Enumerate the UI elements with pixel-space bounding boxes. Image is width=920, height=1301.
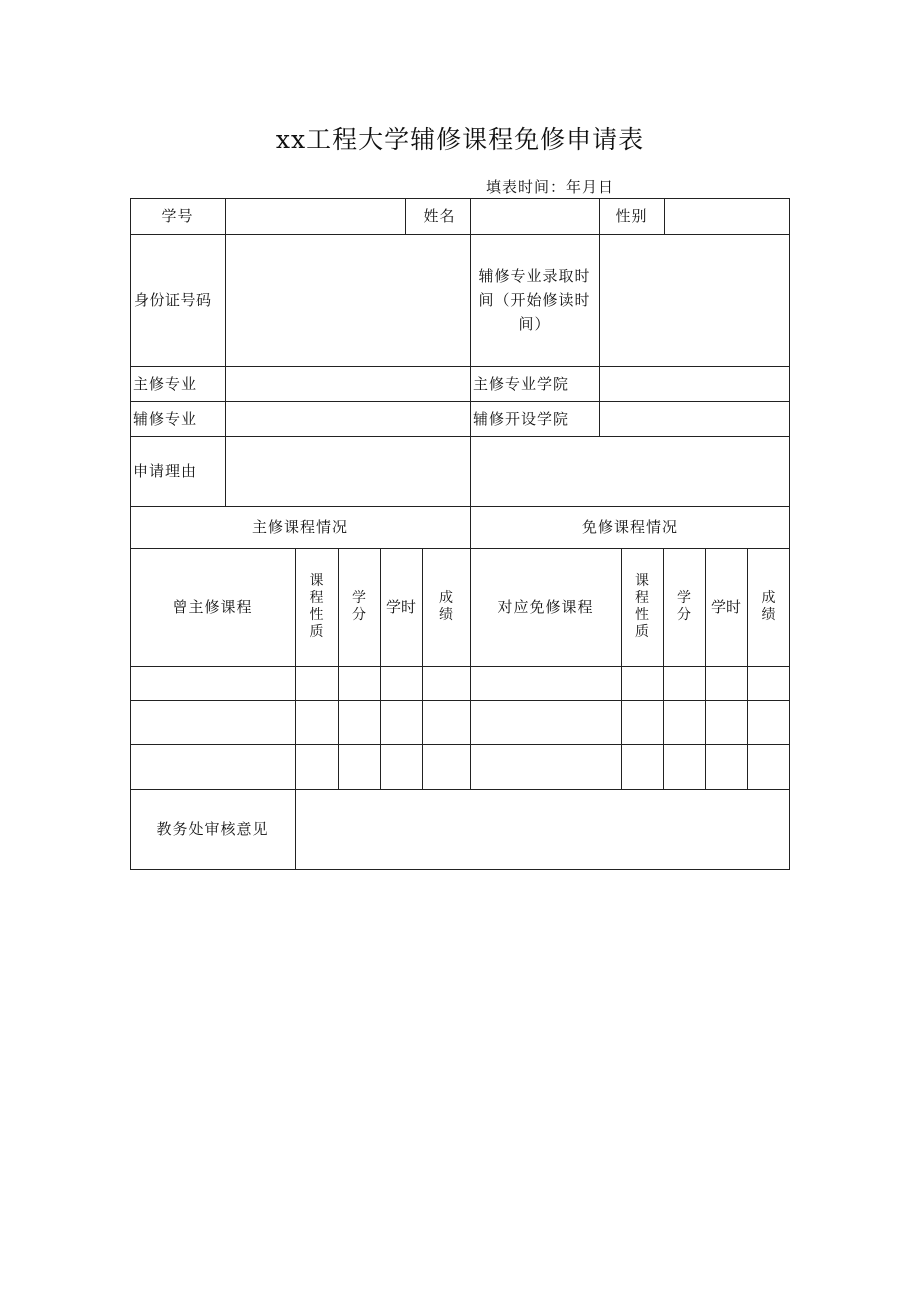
grade-cell[interactable] bbox=[423, 745, 470, 789]
review-label: 教务处审核意见 bbox=[156, 820, 269, 838]
credits-cell[interactable] bbox=[339, 745, 380, 789]
minor-admission-time-field[interactable] bbox=[600, 235, 789, 366]
major-courses-section-header: 主修课程情况 bbox=[251, 518, 348, 536]
exempt-hours-cell[interactable] bbox=[706, 667, 747, 700]
course-type-header: 课程性质 bbox=[309, 573, 324, 640]
exempt-grade-cell[interactable] bbox=[748, 701, 789, 744]
exempt-course-cell[interactable] bbox=[471, 667, 621, 700]
credits-cell[interactable] bbox=[339, 701, 380, 744]
hours-header: 学时 bbox=[385, 598, 416, 616]
name-label: 姓名 bbox=[423, 207, 456, 225]
exempt-type-cell[interactable] bbox=[622, 745, 663, 789]
minor-college-field[interactable] bbox=[600, 402, 789, 436]
exempt-hours-cell[interactable] bbox=[706, 701, 747, 744]
hours-cell[interactable] bbox=[381, 701, 422, 744]
exempt-credits-cell[interactable] bbox=[664, 745, 705, 789]
id-number-field[interactable] bbox=[226, 235, 470, 366]
prior-major-course-header: 曾主修课程 bbox=[172, 598, 253, 616]
minor-admission-time-label: 辅修专业录取时间（开始修读时间） bbox=[478, 267, 591, 333]
prior-course-cell[interactable] bbox=[131, 701, 295, 744]
application-form-table bbox=[130, 198, 790, 870]
page-title: xx工程大学辅修课程免修申请表 bbox=[275, 125, 645, 154]
exempt-grade-cell[interactable] bbox=[748, 745, 789, 789]
exempt-course-cell[interactable] bbox=[471, 701, 621, 744]
id-number-label: 身份证号码 bbox=[134, 291, 212, 309]
course-type-cell[interactable] bbox=[296, 701, 338, 744]
exempt-credits-header: 学分 bbox=[677, 590, 691, 623]
reason-label: 申请理由 bbox=[133, 462, 198, 480]
name-field[interactable] bbox=[471, 199, 599, 234]
exempt-hours-cell[interactable] bbox=[706, 745, 747, 789]
course-type-cell[interactable] bbox=[296, 745, 338, 789]
major-label: 主修专业 bbox=[133, 374, 198, 393]
student-id-field[interactable] bbox=[226, 199, 405, 234]
exempt-courses-section-header: 免修课程情况 bbox=[581, 518, 678, 536]
exempt-course-header: 对应免修课程 bbox=[497, 598, 594, 616]
exempt-credits-cell[interactable] bbox=[664, 701, 705, 744]
grade-cell[interactable] bbox=[423, 701, 470, 744]
minor-field[interactable] bbox=[226, 402, 470, 436]
grade-cell[interactable] bbox=[423, 667, 470, 700]
reason-field[interactable] bbox=[226, 437, 789, 506]
gender-field[interactable] bbox=[665, 199, 789, 234]
minor-college-label: 辅修开设学院 bbox=[473, 409, 570, 428]
gender-label: 性别 bbox=[615, 207, 648, 225]
prior-course-cell[interactable] bbox=[131, 745, 295, 789]
exempt-type-cell[interactable] bbox=[622, 667, 663, 700]
major-college-label: 主修专业学院 bbox=[473, 374, 570, 393]
exempt-grade-cell[interactable] bbox=[748, 667, 789, 700]
prior-course-cell[interactable] bbox=[131, 667, 295, 700]
exempt-type-cell[interactable] bbox=[622, 701, 663, 744]
fill-date-label: 填表时间：年月日 bbox=[486, 178, 615, 196]
major-field[interactable] bbox=[226, 367, 470, 401]
student-id-label: 学号 bbox=[161, 207, 194, 225]
course-type-cell[interactable] bbox=[296, 667, 338, 700]
hours-cell[interactable] bbox=[381, 745, 422, 789]
review-field[interactable] bbox=[296, 790, 789, 869]
hours-cell[interactable] bbox=[381, 667, 422, 700]
credits-header: 学分 bbox=[352, 590, 366, 623]
grade-header: 成绩 bbox=[439, 590, 453, 623]
minor-label: 辅修专业 bbox=[133, 409, 198, 428]
major-college-field[interactable] bbox=[600, 367, 789, 401]
exempt-course-cell[interactable] bbox=[471, 745, 621, 789]
exempt-credits-cell[interactable] bbox=[664, 667, 705, 700]
exempt-grade-header: 成绩 bbox=[761, 590, 776, 623]
exempt-course-type-header: 课程性质 bbox=[635, 573, 649, 640]
credits-cell[interactable] bbox=[339, 667, 380, 700]
exempt-hours-header: 学时 bbox=[710, 598, 741, 616]
